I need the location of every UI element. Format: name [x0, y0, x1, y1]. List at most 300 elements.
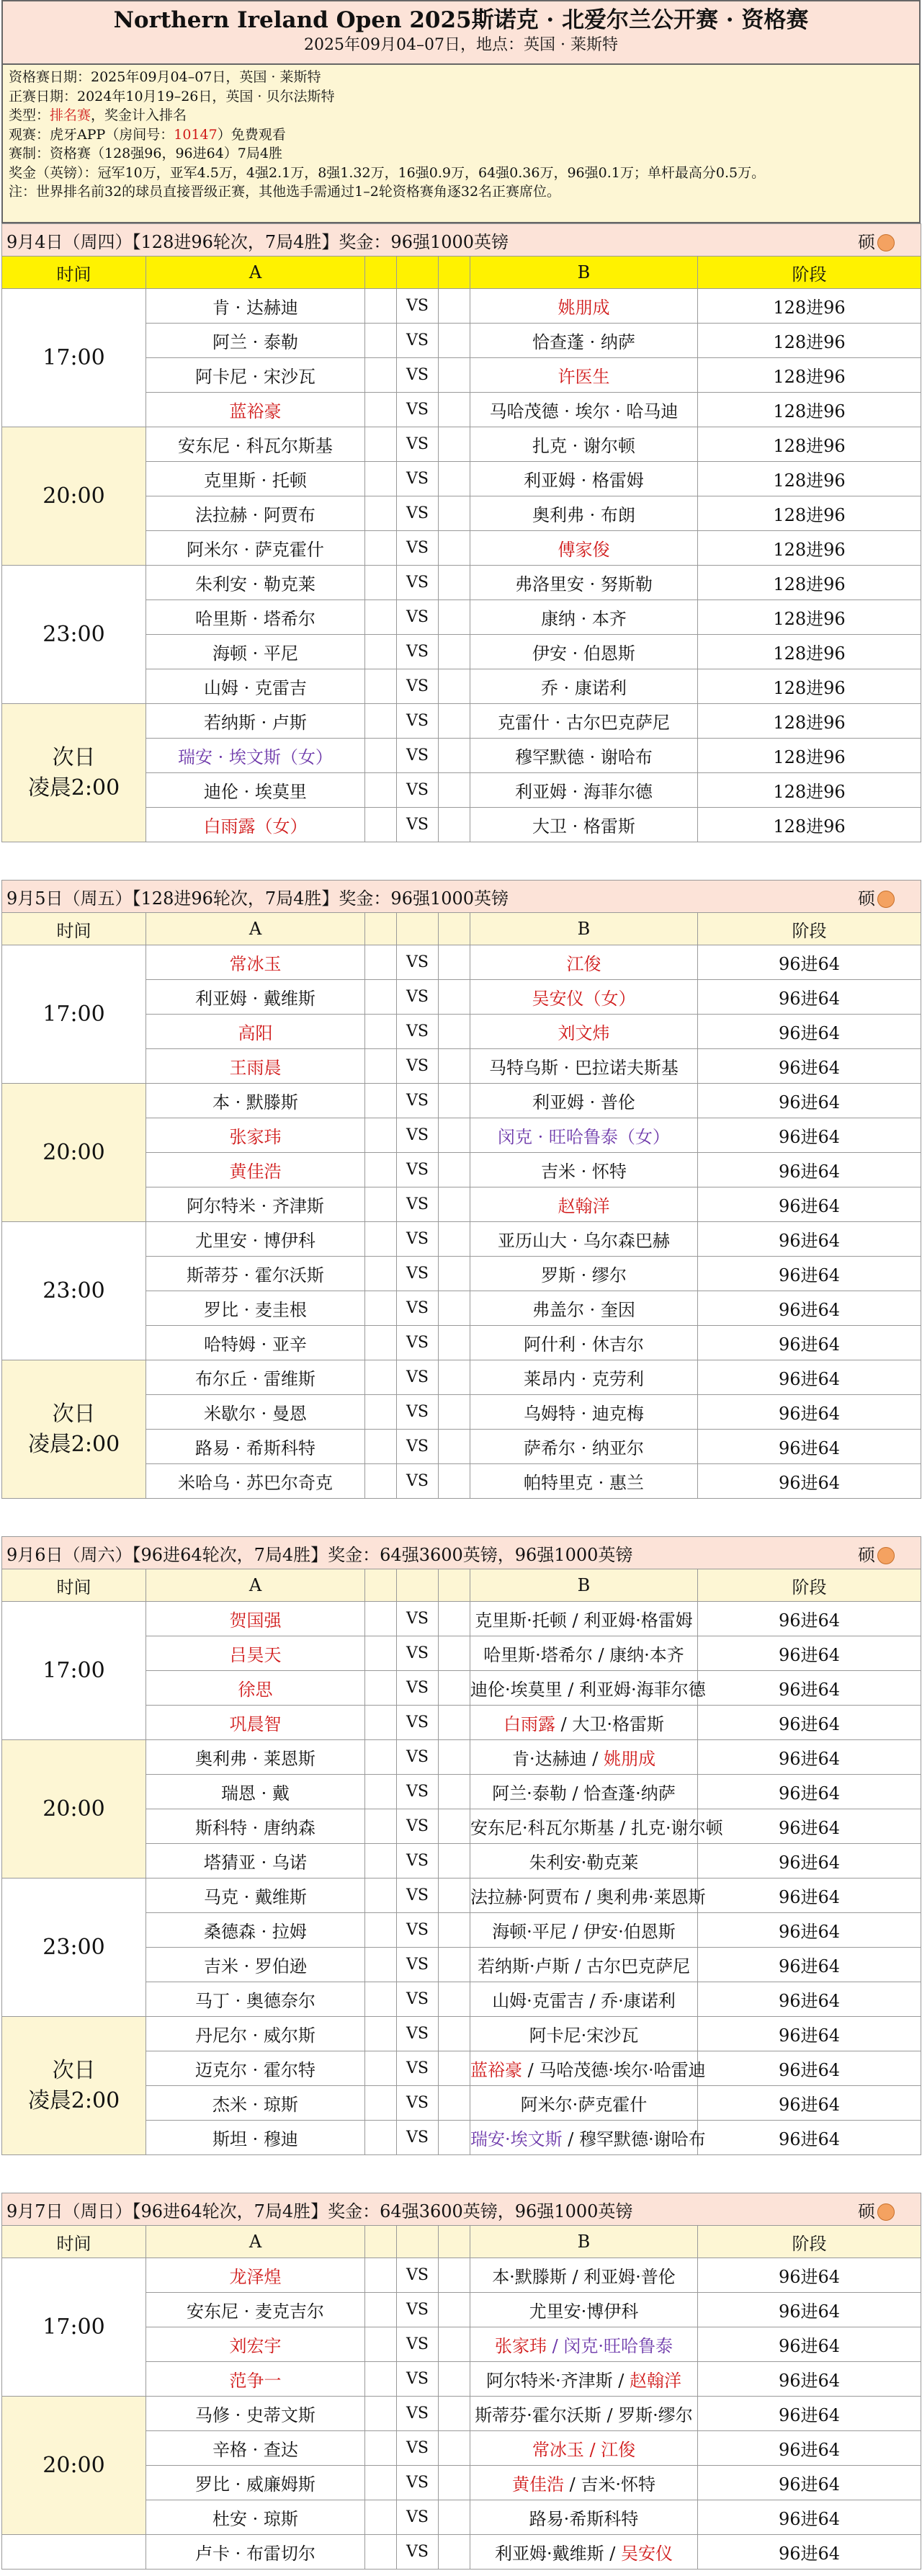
day-header-text: 9月6日（周六）【96进64轮次，7局4胜】奖金：64强3600英镑，96强1000英镑 — [6, 1544, 633, 1565]
player-a — [146, 1878, 365, 1913]
day-header-text: 9月7日（周日）【96进64轮次，7局4胜】奖金：64强3600英镑，96强1000英镑 — [6, 2201, 633, 2221]
player-name: 吴安仪 — [620, 2544, 673, 2564]
player-name: 安东尼 · 麦克吉尔 — [187, 2301, 324, 2322]
stage-label: 96进64 — [698, 1360, 921, 1395]
player-a — [146, 1671, 365, 1706]
spacer-cell — [439, 1049, 470, 1084]
spacer-cell — [439, 1636, 470, 1671]
player-name: 哈里斯·塔希尔 / 康纳·本齐 — [483, 1645, 684, 1665]
info-main-dates: 正赛日期：2024年10月19–26日，英国 · 贝尔法斯特 — [9, 88, 335, 104]
column-header-row — [2, 2226, 921, 2258]
info-type: 类型：排名赛，奖金计入排名 — [9, 107, 187, 123]
player-b — [470, 1291, 698, 1326]
spacer-cell — [365, 1464, 397, 1499]
spacer-cell — [365, 2051, 397, 2086]
player-a — [146, 496, 365, 531]
player-b — [470, 2466, 698, 2500]
spacer-cell — [439, 2362, 470, 2397]
spacer-cell — [439, 1291, 470, 1326]
stage-label: 128进96 — [698, 427, 921, 462]
player-b — [470, 1636, 698, 1671]
player-a — [146, 531, 365, 566]
player-a — [146, 1636, 365, 1671]
player-name: 丹尼尔 · 威尔斯 — [195, 2025, 315, 2046]
day-header-text: 9月4日（周四）【128进96轮次，7局4胜】奖金：96强1000英镑 — [6, 231, 509, 252]
vs-label: VS — [397, 635, 439, 669]
stage-label: 96进64 — [698, 1878, 921, 1913]
vs-label: VS — [397, 2500, 439, 2535]
player-name: 伊安 · 伯恩斯 — [532, 643, 635, 664]
player-a — [146, 2327, 365, 2362]
page-title: Northern Ireland Open 2025斯诺克 · 北爱尔兰公开赛 · 资格赛 — [113, 7, 809, 33]
player-a — [146, 1464, 365, 1499]
player-name: 辛格 · 查达 — [212, 2440, 298, 2460]
spacer-cell — [365, 1187, 397, 1222]
player-a — [146, 2500, 365, 2535]
col-stage: 阶段 — [698, 257, 921, 289]
player-name: 帕特里克 · 惠兰 — [524, 1473, 644, 1493]
peach-egg-icon — [877, 2203, 895, 2221]
match-row — [2, 289, 921, 324]
time-slot — [2, 566, 146, 704]
icon-text: 硕 — [858, 231, 876, 252]
peach-egg-icon — [877, 234, 895, 251]
player-name: 卢卡 · 布雷切尔 — [195, 2544, 315, 2564]
spacer-cell — [365, 393, 397, 427]
player-name: 恰查蓬 · 纳萨 — [532, 332, 635, 352]
vs-label: VS — [397, 1084, 439, 1118]
spacer-cell — [439, 1326, 470, 1360]
player-name: 高阳 — [238, 1023, 273, 1043]
player-name: 克里斯·托顿 / 利亚姆·格雷姆 — [475, 1610, 693, 1631]
player-b — [470, 1118, 698, 1153]
spacer-cell — [365, 1913, 397, 1948]
peach-icon — [858, 1541, 895, 1566]
col-a: A — [146, 913, 365, 945]
vs-label: VS — [397, 1049, 439, 1084]
player-b — [470, 358, 698, 393]
player-name: 大卫 · 格雷斯 — [532, 816, 635, 837]
spacer-cell — [365, 704, 397, 739]
stage-label: 96进64 — [698, 1671, 921, 1706]
time-slot — [2, 289, 146, 427]
vs-label: VS — [397, 462, 439, 496]
player-b — [470, 566, 698, 600]
col-stage: 阶段 — [698, 913, 921, 945]
stage-label: 96进64 — [698, 980, 921, 1015]
spacer-cell — [439, 1360, 470, 1395]
player-name: 迈克尔 · 霍尔特 — [195, 2060, 315, 2080]
player-b — [470, 531, 698, 566]
spacer-cell — [439, 1257, 470, 1291]
player-a — [146, 808, 365, 842]
vs-label: VS — [397, 358, 439, 393]
player-name: 法拉赫 · 阿贾布 — [195, 505, 315, 525]
player-name: 山姆 · 克雷吉 — [204, 678, 307, 698]
player-a — [146, 2086, 365, 2121]
player-b — [470, 289, 698, 324]
player-name: 常冰玉 — [229, 954, 282, 974]
col-a: A — [146, 2226, 365, 2258]
col-blank — [439, 257, 470, 289]
match-row — [2, 1222, 921, 1257]
player-name: 朱利安·勒克莱 — [529, 1853, 639, 1873]
player-name: 张家玮 — [495, 2336, 547, 2356]
icon-text: 硕 — [858, 2201, 876, 2221]
player-name: 若纳斯·卢斯 / 古尔巴克萨尼 — [478, 1956, 690, 1976]
player-a — [146, 1222, 365, 1257]
player-name: 江俊 — [566, 954, 601, 974]
player-a — [146, 704, 365, 739]
info-prize: 奖金（英镑）：冠军10万，亚军4.5万，4强2.1万，8强1.32万，16强0.9万，64强0.36万，96强0.1万；单杆最高分0.5万。 — [9, 164, 766, 181]
stage-label: 96进64 — [698, 2466, 921, 2500]
stage-label: 96进64 — [698, 2431, 921, 2466]
stage-label: 96进64 — [698, 2017, 921, 2051]
stage-label: 96进64 — [698, 2397, 921, 2431]
spacer-cell — [365, 2431, 397, 2466]
player-name: 马丁 · 奥德奈尔 — [195, 1991, 315, 2011]
spacer-cell — [439, 2500, 470, 2535]
player-a — [146, 2017, 365, 2051]
player-a — [146, 2258, 365, 2293]
player-name: 哈里斯 · 塔希尔 — [195, 609, 315, 629]
col-blank — [365, 913, 397, 945]
spacer-cell — [365, 1844, 397, 1878]
player-b — [470, 1153, 698, 1187]
stage-label: 96进64 — [698, 1464, 921, 1499]
spacer-cell — [365, 2535, 397, 2570]
player-name: 萨希尔 · 纳亚尔 — [524, 1438, 644, 1458]
player-a — [146, 1809, 365, 1844]
spacer-cell — [439, 773, 470, 808]
spacer-cell — [365, 1706, 397, 1740]
spacer-cell — [439, 358, 470, 393]
player-name: 布尔丘 · 雷维斯 — [195, 1369, 315, 1389]
vs-label: VS — [397, 1706, 439, 1740]
player-name: 肯·达赫迪 / — [512, 1749, 604, 1769]
col-blank — [365, 257, 397, 289]
stage-label: 96进64 — [698, 1049, 921, 1084]
player-a — [146, 980, 365, 1015]
stage-label: 128进96 — [698, 393, 921, 427]
player-name: 阿什利 · 休吉尔 — [524, 1334, 644, 1355]
column-header-row — [2, 913, 921, 945]
player-name: 王雨晨 — [229, 1058, 282, 1078]
day-header — [2, 881, 921, 913]
spacer-cell — [439, 2121, 470, 2155]
player-name: 许医生 — [558, 367, 610, 387]
ranking-badge: 排名赛 — [50, 107, 91, 123]
player-name: 阿米尔 · 萨克霍什 — [187, 540, 324, 560]
vs-label: VS — [397, 2431, 439, 2466]
player-a — [146, 566, 365, 600]
time-slot — [2, 704, 146, 842]
stage-label: 96进64 — [698, 2051, 921, 2086]
spacer-cell — [365, 1084, 397, 1118]
player-name: 贺国强 — [229, 1610, 282, 1631]
player-name: 路易 · 希斯科特 — [195, 1438, 315, 1458]
player-name: 亚历山大 · 乌尔森巴赫 — [498, 1231, 670, 1251]
vs-label: VS — [397, 600, 439, 635]
player-name: 刘文炜 — [558, 1023, 610, 1043]
vs-label: VS — [397, 1118, 439, 1153]
vs-label: VS — [397, 1015, 439, 1049]
player-a — [146, 1844, 365, 1878]
player-b — [470, 2293, 698, 2327]
col-b: B — [470, 1569, 698, 1602]
col-b: B — [470, 257, 698, 289]
spacer-cell — [365, 2086, 397, 2121]
vs-label: VS — [397, 808, 439, 842]
spacer-cell — [439, 393, 470, 427]
spacer-cell — [439, 2535, 470, 2570]
stage-label: 96进64 — [698, 2258, 921, 2293]
player-name: 巩晨智 — [229, 1714, 282, 1734]
vs-label: VS — [397, 2397, 439, 2431]
player-name: 斯坦 · 穆迪 — [212, 2129, 298, 2149]
icon-text: 硕 — [858, 888, 876, 909]
player-name: 穆罕默德 · 谢哈布 — [515, 747, 653, 767]
stage-label: 96进64 — [698, 1809, 921, 1844]
spacer-cell — [365, 2362, 397, 2397]
match-row — [2, 1084, 921, 1118]
player-a — [146, 1257, 365, 1291]
player-a — [146, 945, 365, 980]
player-a — [146, 1430, 365, 1464]
spacer-cell — [365, 1602, 397, 1636]
vs-label: VS — [397, 1257, 439, 1291]
stage-label: 96进64 — [698, 1326, 921, 1360]
time-slot — [2, 1878, 146, 2017]
spacer-cell — [439, 635, 470, 669]
title-box — [1, 0, 921, 63]
player-b — [470, 1222, 698, 1257]
player-name: / 大卫·格雷斯 — [555, 1714, 664, 1734]
stage-label: 128进96 — [698, 531, 921, 566]
stage-label: 96进64 — [698, 2327, 921, 2362]
spacer-cell — [365, 531, 397, 566]
spacer-cell — [365, 1878, 397, 1913]
spacer-cell — [439, 2086, 470, 2121]
spacer-cell — [365, 1257, 397, 1291]
spacer-cell — [365, 739, 397, 773]
match-row — [2, 427, 921, 462]
player-name: 奥利弗 · 布朗 — [532, 505, 635, 525]
player-b — [470, 1982, 698, 2017]
player-name: / 穆罕默德·谢哈布 — [562, 2129, 706, 2149]
player-name: 罗斯 · 缪尔 — [541, 1265, 627, 1285]
time-slot — [2, 2535, 146, 2570]
time-text: 凌晨2:00 — [27, 1431, 120, 1457]
vs-label: VS — [397, 2327, 439, 2362]
player-b — [470, 1913, 698, 1948]
spacer-cell — [439, 1706, 470, 1740]
spacer-cell — [365, 1636, 397, 1671]
spacer-cell — [365, 945, 397, 980]
stage-label: 96进64 — [698, 2362, 921, 2397]
spacer-cell — [439, 2327, 470, 2362]
player-name: 范争一 — [229, 2371, 282, 2391]
spacer-cell — [365, 1430, 397, 1464]
spacer-cell — [365, 1049, 397, 1084]
vs-label: VS — [397, 2051, 439, 2086]
stage-label: 96进64 — [698, 1948, 921, 1982]
spacer-cell — [365, 289, 397, 324]
player-a — [146, 1740, 365, 1775]
player-name: 白雨露（女） — [203, 816, 308, 837]
player-name: 黄佳浩 — [512, 2474, 564, 2495]
spacer-cell — [439, 600, 470, 635]
player-b — [470, 2500, 698, 2535]
player-a — [146, 2535, 365, 2570]
stage-label: 96进64 — [698, 2293, 921, 2327]
player-name: 迪伦 · 埃莫里 — [204, 782, 307, 802]
col-vs — [397, 2226, 439, 2258]
spacer-cell — [439, 1395, 470, 1430]
spacer-cell — [365, 1326, 397, 1360]
player-name: 傅家俊 — [558, 540, 610, 560]
player-b — [470, 1395, 698, 1430]
column-header-row — [2, 1569, 921, 1602]
spacer-cell — [365, 1809, 397, 1844]
player-b — [470, 808, 698, 842]
player-b — [470, 773, 698, 808]
stage-label: 128进96 — [698, 462, 921, 496]
time-text: 20:00 — [42, 2452, 105, 2478]
spacer-cell — [439, 1809, 470, 1844]
player-b — [470, 324, 698, 358]
player-name: 桑德森 · 拉姆 — [204, 1922, 307, 1942]
time-text: 次日 — [52, 744, 96, 770]
player-name: 利亚姆 · 海菲尔德 — [515, 782, 653, 802]
player-name: 米歇尔 · 曼恩 — [204, 1404, 307, 1424]
spacer-cell — [439, 1740, 470, 1775]
player-a — [146, 324, 365, 358]
spacer-cell — [365, 496, 397, 531]
vs-label: VS — [397, 1740, 439, 1775]
day-gap — [1, 842, 921, 880]
player-a — [146, 1602, 365, 1636]
player-name: 阿尔特米·齐津斯 / — [486, 2371, 630, 2391]
match-row — [2, 2017, 921, 2051]
player-b — [470, 2121, 706, 2155]
vs-label: VS — [397, 1809, 439, 1844]
player-b — [470, 2397, 698, 2431]
spacer-cell — [439, 289, 470, 324]
stage-label: 128进96 — [698, 289, 921, 324]
spacer-cell — [439, 1187, 470, 1222]
player-a — [146, 635, 365, 669]
day-header-row — [2, 224, 921, 257]
stage-label: 96进64 — [698, 1636, 921, 1671]
player-name: / 吉米·怀特 — [564, 2474, 655, 2495]
match-row — [2, 1740, 921, 1775]
peach-egg-icon — [877, 891, 895, 908]
player-a — [146, 393, 365, 427]
spacer-cell — [365, 669, 397, 704]
spacer-cell — [439, 704, 470, 739]
vs-label: VS — [397, 669, 439, 704]
vs-label: VS — [397, 1671, 439, 1706]
spacer-cell — [439, 1948, 470, 1982]
stage-label: 96进64 — [698, 1015, 921, 1049]
player-name: 肯 · 达赫迪 — [212, 298, 298, 318]
vs-label: VS — [397, 945, 439, 980]
spacer-cell — [365, 566, 397, 600]
spacer-cell — [439, 739, 470, 773]
vs-label: VS — [397, 1982, 439, 2017]
player-name: 赵翰洋 — [629, 2371, 681, 2391]
info-qual-dates: 资格赛日期：2025年09月04–07日，英国 · 莱斯特 — [9, 69, 321, 85]
day-header-text: 9月5日（周五）【128进96轮次，7局4胜】奖金：96强1000英镑 — [6, 888, 509, 909]
vs-label: VS — [397, 773, 439, 808]
player-name: 阿兰 · 泰勒 — [212, 332, 298, 352]
spacer-cell — [439, 1118, 470, 1153]
spacer-cell — [365, 2258, 397, 2293]
spacer-cell — [439, 1084, 470, 1118]
stage-label: 96进64 — [698, 1740, 921, 1775]
stage-label: 96进64 — [698, 1982, 921, 2017]
col-stage: 阶段 — [698, 2226, 921, 2258]
player-a — [146, 427, 365, 462]
spacer-cell — [439, 1153, 470, 1187]
spacer-cell — [439, 1775, 470, 1809]
day-header-row — [2, 881, 921, 913]
day-header — [2, 2193, 921, 2226]
match-row — [2, 2258, 921, 2293]
player-a — [146, 1326, 365, 1360]
peach-egg-icon — [877, 1547, 895, 1564]
col-blank — [365, 1569, 397, 1602]
player-name: 吉米 · 怀特 — [541, 1162, 627, 1182]
player-name: 乔 · 康诺利 — [541, 678, 627, 698]
spacer-cell — [365, 1291, 397, 1326]
col-vs — [397, 913, 439, 945]
player-a — [146, 1982, 365, 2017]
col-vs — [397, 257, 439, 289]
player-a — [146, 1153, 365, 1187]
player-b — [470, 393, 698, 427]
player-name: 奥利弗 · 莱恩斯 — [195, 1749, 315, 1769]
player-b — [470, 669, 698, 704]
player-name: 利亚姆·戴维斯 / — [495, 2544, 621, 2564]
vs-label: VS — [397, 739, 439, 773]
player-name: 姚朋成 — [603, 1749, 655, 1769]
time-slot — [2, 1360, 146, 1499]
vs-label: VS — [397, 704, 439, 739]
player-name: 阿卡尼·宋沙瓦 — [529, 2025, 639, 2046]
spacer-cell — [365, 1775, 397, 1809]
vs-label: VS — [397, 1187, 439, 1222]
vs-label: VS — [397, 1430, 439, 1464]
spacer-cell — [439, 808, 470, 842]
spacer-cell — [365, 635, 397, 669]
col-b: B — [470, 913, 698, 945]
spacer-cell — [439, 980, 470, 1015]
player-b — [470, 1430, 698, 1464]
spacer-cell — [365, 2017, 397, 2051]
spacer-cell — [439, 496, 470, 531]
vs-label: VS — [397, 1844, 439, 1878]
day-header-row — [2, 2193, 921, 2226]
player-name: 斯科特 · 唐纳森 — [195, 1818, 315, 1838]
stage-label: 128进96 — [698, 496, 921, 531]
player-name: 瑞安·埃文斯 — [470, 2129, 563, 2149]
player-a — [146, 289, 365, 324]
player-name: 马克 · 戴维斯 — [204, 1887, 307, 1907]
player-name: 罗比 · 麦圭根 — [204, 1300, 307, 1320]
stage-label: 128进96 — [698, 635, 921, 669]
